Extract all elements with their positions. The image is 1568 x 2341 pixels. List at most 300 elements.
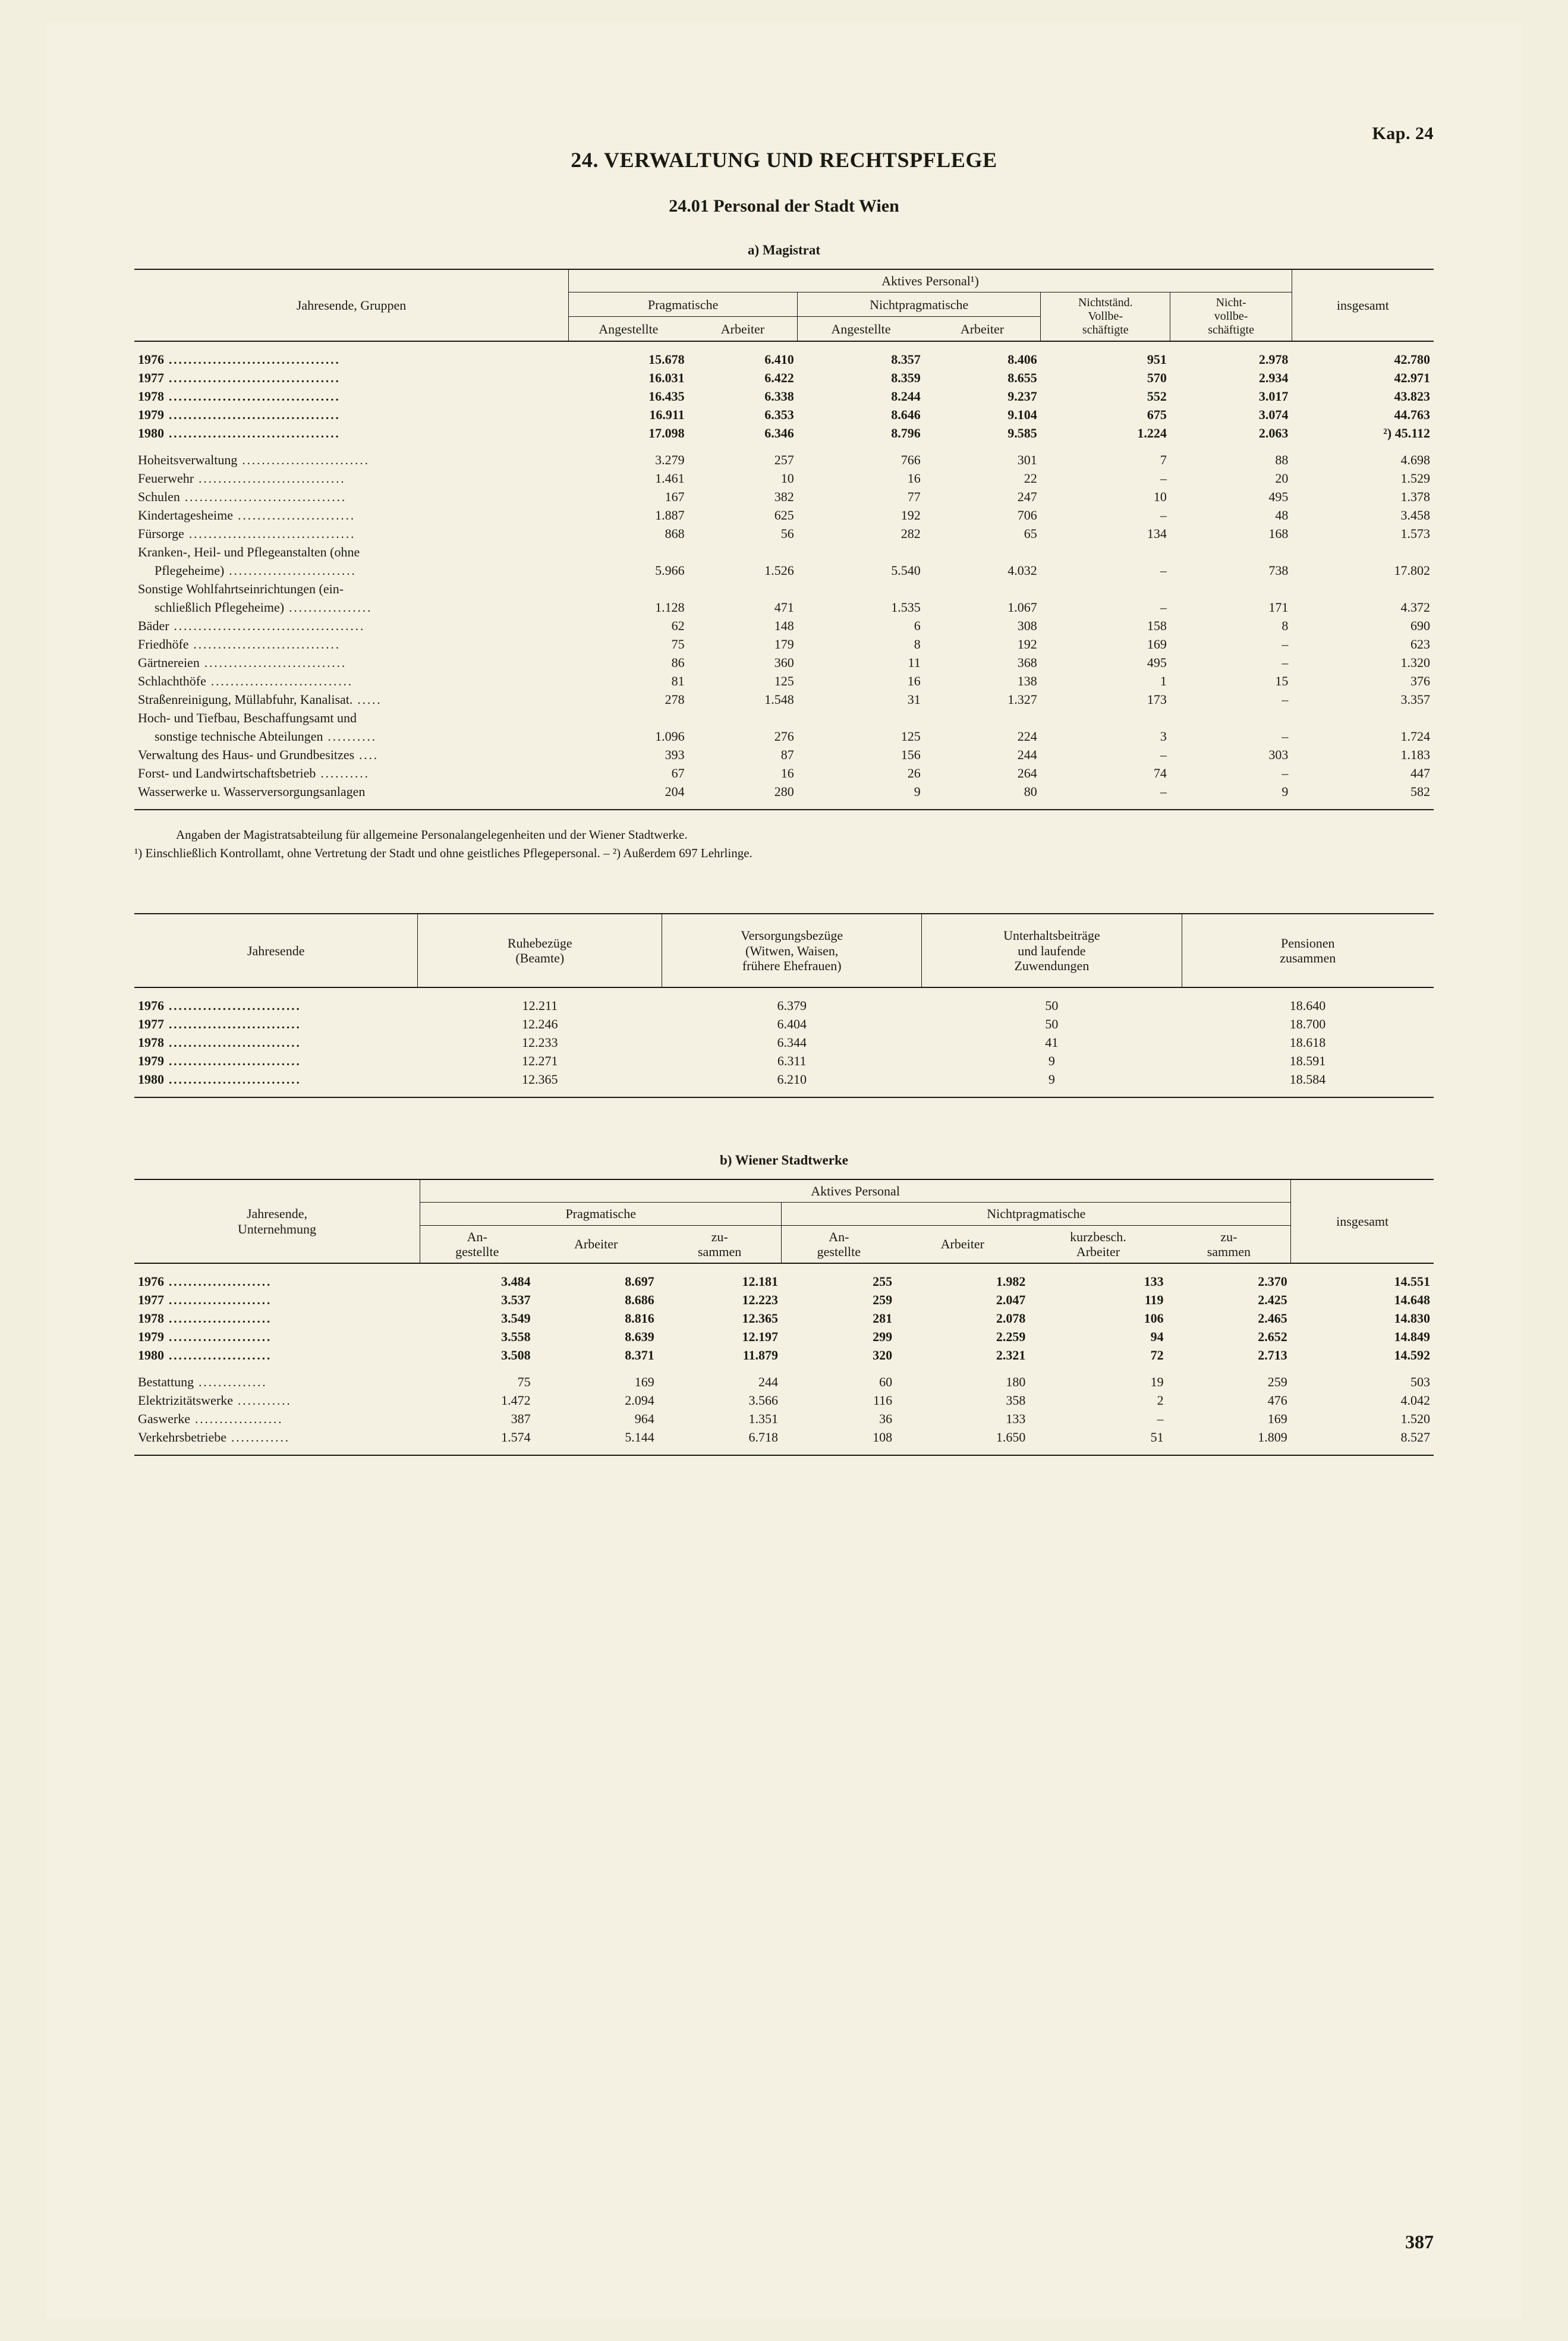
cell: 6.346 [764,425,794,440]
table-row [134,996,1434,1015]
cell: 12.246 [522,1016,558,1031]
cell: 1.526 [764,562,794,578]
th-nichtvoll-a: Nicht- vollbe- schäftigte [1170,292,1292,342]
cell: 1.573 [1400,526,1430,541]
cell: 158 [1147,618,1167,633]
th-nichtstaendig-a: Nichtständ. Vollbe- schäftigte [1041,292,1170,342]
cell: 18.618 [1289,1034,1326,1050]
cell: 3.484 [501,1273,531,1289]
table-row [134,350,1434,369]
cell: 1.982 [996,1273,1026,1289]
cell: 358 [1006,1392,1026,1408]
cell: 14.830 [1394,1310,1430,1326]
cell: 17.802 [1394,562,1430,578]
cell: 276 [774,728,794,744]
cell: 706 [1017,507,1037,523]
cell: 3.558 [501,1329,531,1344]
cell: 9.104 [1007,407,1037,422]
cell: 625 [774,507,794,523]
cell: 116 [873,1392,893,1408]
th-prag-zusammen-b: zu- sammen [658,1225,782,1263]
cell: 8.527 [1400,1429,1430,1445]
row-label: 1980 ................................... [138,425,341,440]
cell: 18.700 [1289,1016,1326,1031]
cell: – [1160,562,1167,578]
cell: 2.370 [1258,1273,1287,1289]
cell: 1.529 [1400,470,1430,486]
cell: 51 [1150,1429,1164,1445]
cell: 31 [907,691,921,707]
row-label: Schulen ................................. [138,489,347,504]
cell: 16 [907,673,921,688]
cell: 15 [1275,673,1289,688]
cell: 8.406 [1007,351,1037,367]
cell: 9.237 [1007,388,1037,404]
table-row [134,782,1434,801]
th-pensionen-zusammen: Pensionen zusammen [1182,914,1434,987]
cell: 2.094 [625,1392,654,1408]
cell: 10 [1153,489,1167,504]
cell: 18.584 [1289,1071,1326,1087]
cell: 41 [1045,1034,1059,1050]
cell: 3.017 [1258,388,1289,404]
row-label: Schlachthöfe ............................. [138,673,354,688]
table-row [134,1015,1434,1033]
cell: 60 [879,1374,893,1389]
cell: – [1282,636,1289,652]
table-a-notes [134,826,1434,862]
cell: 2.047 [996,1292,1026,1307]
cell: 259 [1267,1374,1287,1389]
cell: 18.591 [1289,1053,1326,1068]
th-nprag-arbeiter-a: Arbeiter [924,317,1041,342]
cell: 14.648 [1394,1292,1430,1307]
cell: 204 [665,784,685,799]
cell: 303 [1268,747,1289,762]
cell: 8.655 [1007,370,1037,385]
cell: 125 [774,673,794,688]
cell: 8.816 [625,1310,654,1326]
cell: 6.338 [764,388,794,404]
table-row [134,1373,1434,1391]
chapter-marker: Kap. 24 [1372,124,1434,143]
section-b-label: b) Wiener Stadtwerke [720,1153,848,1168]
cell: 171 [1268,599,1289,615]
cell: 3.549 [501,1310,531,1326]
cell: 259 [873,1292,893,1307]
row-label: 1979 ..................... [138,1329,272,1344]
cell: 3.279 [655,452,685,467]
cell: 67 [671,765,685,781]
cell: 16 [780,765,794,781]
cell: 1.535 [891,599,921,615]
cell: 1.887 [655,507,685,523]
table-row [134,469,1434,487]
cell: 19 [1150,1374,1164,1389]
th-pragmatische-b: Pragmatische [420,1203,782,1225]
cell: 6.344 [777,1034,807,1050]
cell: 133 [1144,1273,1164,1289]
cell: 125 [901,728,921,744]
row-label: 1976 ................................... [138,351,341,367]
table-row [134,487,1434,506]
cell: 148 [774,618,794,633]
source-note: Angaben der Magistratsabteilung für allgemeine Personalangelegenheiten und der Wiener Stadtwerke. [176,827,688,842]
row-label: Sonstige Wohlfahrtseinrichtungen (ein- [138,581,344,596]
cell: 5.966 [655,562,685,578]
cell: 1.351 [748,1411,778,1426]
cell: 12.365 [742,1310,778,1326]
table-row [134,506,1434,524]
cell: 18.640 [1289,998,1326,1013]
cell: 168 [1268,526,1289,541]
cell: 6.353 [764,407,794,422]
row-label: 1976 ..................... [138,1273,272,1289]
th-aktives-personal-b: Aktives Personal [420,1179,1290,1203]
cell: 282 [901,526,921,541]
page-sheet [45,23,1523,2318]
cell: 16.031 [648,370,685,385]
row-label: Fürsorge .................................. [138,526,356,541]
cell: 257 [774,452,794,467]
table-row [134,653,1434,672]
th-insgesamt-a: insgesamt [1292,269,1434,341]
cell: 6 [914,618,921,633]
cell: 169 [1147,636,1167,652]
th-stub-pensionen: Jahresende [134,914,418,987]
cell: 278 [665,691,685,707]
cell: 387 [511,1411,531,1426]
cell: 308 [1017,618,1037,633]
cell: 12.271 [522,1053,558,1068]
cell: 108 [873,1429,893,1445]
cell: 11.879 [742,1347,778,1363]
cell: 156 [901,747,921,762]
cell: 9 [1048,1053,1055,1068]
cell: 12.197 [742,1329,778,1344]
cell: 1.724 [1400,728,1430,744]
cell: 106 [1144,1310,1164,1326]
cell: 8.646 [891,407,921,422]
th-nprag-arbeiter-b: Arbeiter [896,1225,1029,1263]
th-kurzbesch-arbeiter-b: kurzbesch. Arbeiter [1029,1225,1167,1263]
row-label: Verwaltung des Haus- und Grundbesitzes .... [138,747,379,762]
cell: 14.592 [1394,1347,1430,1363]
cell: 766 [901,452,921,467]
th-ruhebezuege: Ruhebezüge (Beamte) [418,914,662,987]
cell: 8.796 [891,425,921,440]
table-row [134,561,1434,580]
cell: 4.698 [1400,452,1430,467]
row-label: Gärtnereien ............................. [138,655,347,670]
table-row [134,1070,1434,1088]
table-row [134,1409,1434,1428]
table-row [134,387,1434,405]
cell: 6.422 [764,370,794,385]
cell: 5.144 [625,1429,654,1445]
cell: 244 [1017,747,1037,762]
table-row [134,1033,1434,1052]
cell: 50 [1045,998,1059,1013]
cell: 690 [1410,618,1430,633]
cell: 299 [873,1329,893,1344]
page-number: 387 [1405,2231,1434,2252]
table-row [134,616,1434,635]
cell: 36 [879,1411,893,1426]
cell: 77 [907,489,921,504]
table-row [134,1309,1434,1327]
row-label-cont: sonstige technische Abteilungen .......... [155,728,377,744]
table-row [134,727,1434,745]
cell: 6.210 [777,1071,807,1087]
cell: 138 [1017,673,1037,688]
cell: 6.410 [764,351,794,367]
row-label: Straßenreinigung, Müllabfuhr, Kanalisat. ..... [138,691,382,707]
cell: 65 [1024,526,1037,541]
th-insgesamt-b: insgesamt [1291,1179,1434,1263]
row-label: Forst- und Landwirtschaftsbetrieb .......... [138,765,370,781]
cell: 320 [873,1347,893,1363]
cell: 44.763 [1394,407,1430,422]
cell: 50 [1045,1016,1059,1031]
row-label: Gaswerke .................. [138,1411,284,1426]
table-row [134,405,1434,424]
row-label-cont: schließlich Pflegeheime) ................. [155,599,373,615]
cell: 1.461 [655,470,685,486]
th-nichtpragmatische-a: Nichtpragmatische [798,292,1041,317]
cell: 14.849 [1394,1329,1430,1344]
cell: 9.585 [1007,425,1037,440]
cell: – [1157,1411,1164,1426]
cell: 43.823 [1394,388,1430,404]
cell: 1.548 [764,691,794,707]
cell: 1.224 [1137,425,1167,440]
row-label: Friedhöfe .............................. [138,636,341,652]
cell: 495 [1147,655,1167,670]
cell: 48 [1275,507,1289,523]
cell: 75 [517,1374,531,1389]
cell: – [1282,691,1289,707]
cell: 42.971 [1394,370,1430,385]
cell: 192 [1017,636,1037,652]
cell: 1.128 [655,599,685,615]
cell: 447 [1410,765,1430,781]
row-label: 1977 ................................... [138,370,341,385]
section-a-label: a) Magistrat [748,243,820,257]
cell: 3.508 [501,1347,531,1363]
cell: 62 [671,618,685,633]
row-label: 1980 ..................... [138,1347,272,1363]
cell: 75 [671,636,685,652]
cell: 9 [1048,1071,1055,1087]
cell: 169 [1267,1411,1287,1426]
table-row [134,424,1434,442]
cell: 8.686 [625,1292,654,1307]
table-row [134,709,1434,727]
cell: 6.311 [777,1053,807,1068]
table-row [134,690,1434,709]
cell: 26 [907,765,921,781]
table-row [134,598,1434,616]
cell: 2.321 [996,1347,1026,1363]
cell: 6.404 [777,1016,807,1031]
cell: 8 [1282,618,1289,633]
cell: 9 [1282,784,1289,799]
row-label: Elektrizitätswerke ........... [138,1392,292,1408]
cell: 6.379 [777,998,807,1013]
th-stub-b: Jahresende, Unternehmung [134,1179,420,1263]
cell: 17.098 [648,425,685,440]
cell: 1.378 [1400,489,1430,504]
cell: 301 [1017,452,1037,467]
th-unterhaltsbeitraege: Unterhaltsbeiträge und laufende Zuwendungen [922,914,1182,987]
row-label: Hoheitsverwaltung .......................... [138,452,370,467]
cell: 94 [1150,1329,1164,1344]
cell: 280 [774,784,794,799]
cell: – [1160,784,1167,799]
table-pensionen [134,913,1434,1098]
cell: 1.320 [1400,655,1430,670]
row-label: 1978 ..................... [138,1310,272,1326]
table-stadtwerke [134,1179,1434,1456]
table-row [134,524,1434,543]
row-label-cont: Pflegeheime) .......................... [155,562,357,578]
cell: 552 [1147,388,1167,404]
cell: 22 [1024,470,1037,486]
cell: 9 [914,784,921,799]
cell: – [1282,765,1289,781]
cell: 42.780 [1394,351,1430,367]
cell: – [1282,728,1289,744]
row-label: Kranken-, Heil- und Pflegeanstalten (ohne [138,544,360,559]
cell: 868 [665,526,685,541]
cell: 8.359 [891,370,921,385]
th-nichtpragmatische-b: Nichtpragmatische [782,1203,1291,1225]
cell: 1.472 [501,1392,531,1408]
table-row [134,1428,1434,1446]
cell: 2.978 [1258,351,1289,367]
cell: 675 [1147,407,1167,422]
cell: 20 [1275,470,1289,486]
row-label: Bäder ....................................... [138,618,366,633]
cell: 16 [907,470,921,486]
cell: – [1160,470,1167,486]
table-row [134,451,1434,469]
row-label: 1979 ................................... [138,407,341,422]
cell: 1 [1160,673,1167,688]
table-row [134,1052,1434,1070]
cell: 382 [774,489,794,504]
cell: 3.458 [1400,507,1430,523]
page-title: 24. VERWALTUNG UND RECHTSPFLEGE [571,148,997,172]
table-magistrat-body [134,341,1434,810]
cell: 8 [914,636,921,652]
th-prag-angestellte-a: Angestellte [569,317,688,342]
row-label: 1977 ..................... [138,1292,272,1307]
cell: 2.425 [1258,1292,1287,1307]
row-label: 1980 ........................... [138,1071,301,1087]
table-row [134,1391,1434,1409]
row-label: Kindertagesheime ........................ [138,507,356,523]
table-row [134,1272,1434,1291]
cell: 5.540 [891,562,921,578]
row-label: Bestattung .............. [138,1374,267,1389]
cell: 8.371 [625,1347,654,1363]
table-row [134,672,1434,690]
cell: 1.067 [1007,599,1037,615]
cell: 471 [774,599,794,615]
cell: 1.809 [1258,1429,1287,1445]
cell: 393 [665,747,685,762]
cell: 1.650 [996,1429,1026,1445]
row-label: 1976 ........................... [138,998,301,1013]
cell: 376 [1410,673,1430,688]
cell: 738 [1268,562,1289,578]
cell: 192 [901,507,921,523]
cell: 12.181 [742,1273,778,1289]
cell: 4.042 [1400,1392,1430,1408]
cell: 3.074 [1258,407,1289,422]
cell: 1.574 [501,1429,531,1445]
cell: 88 [1275,452,1289,467]
cell: 8.639 [625,1329,654,1344]
cell: 8.697 [625,1273,654,1289]
cell: 247 [1017,489,1037,504]
cell: 12.211 [522,998,558,1013]
cell: 86 [671,655,685,670]
cell: 495 [1268,489,1289,504]
cell: 3.357 [1400,691,1430,707]
cell: 2.078 [996,1310,1026,1326]
cell: 74 [1153,765,1167,781]
cell: 2.465 [1258,1310,1287,1326]
cell: 173 [1147,691,1167,707]
th-nprag-angestellte-a: Angestellte [798,317,924,342]
th-pragmatische-a: Pragmatische [569,292,798,317]
cell: 119 [1144,1292,1164,1307]
cell: 6.718 [748,1429,778,1445]
th-nprag-zusammen-b: zu- sammen [1167,1225,1291,1263]
cell: 4.032 [1007,562,1037,578]
cell: 4.372 [1400,599,1430,615]
cell: 3.537 [501,1292,531,1307]
th-stub-a: Jahresende, Gruppen [134,269,569,341]
th-aktives-personal-a: Aktives Personal¹) [569,269,1292,292]
cell: 16.435 [648,388,685,404]
row-label: Feuerwehr .............................. [138,470,346,486]
cell: 12.223 [742,1292,778,1307]
cell: 951 [1147,351,1167,367]
table-row [134,1346,1434,1364]
table-row [134,764,1434,782]
table-magistrat [134,269,1434,810]
cell: 570 [1147,370,1167,385]
cell: 964 [634,1411,654,1426]
cell: 133 [1006,1411,1026,1426]
cell: 180 [1006,1374,1026,1389]
cell: 2.934 [1258,370,1289,385]
cell: 12.233 [522,1034,558,1050]
cell: 1.327 [1007,691,1037,707]
row-label: 1978 ................................... [138,388,341,404]
cell: 15.678 [648,351,685,367]
row-label: Verkehrsbetriebe ............ [138,1429,291,1445]
cell: 80 [1024,784,1037,799]
row-label: 1979 ........................... [138,1053,301,1068]
table-row [134,1327,1434,1346]
cell: 11 [908,655,921,670]
cell: – [1160,747,1167,762]
